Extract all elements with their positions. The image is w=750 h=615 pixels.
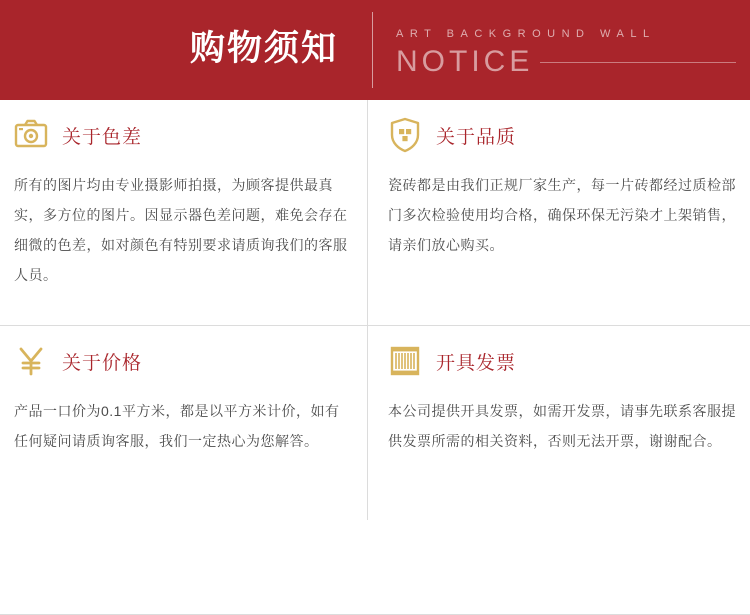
notice-card-invoice — [368, 326, 750, 456]
notice-card-text: 所有的图片均由专业摄影师拍摄，为顾客提供最真实，多方位的图片。因显示器色差问题，难免会存在细微的色差，如对颜色有特别要求请质询我们的客服人员。 — [14, 177, 348, 283]
camera-icon — [14, 116, 48, 154]
yen-price-icon — [14, 342, 48, 380]
notice-card-title: 开具发票 — [436, 352, 517, 374]
notice-card-header — [0, 326, 367, 396]
notice-card-body — [0, 396, 367, 456]
vertical-divider-icon — [372, 12, 373, 88]
header-subtitle-large: NOTICE — [396, 45, 534, 78]
notice-card-title: 关于价格 — [62, 352, 143, 374]
shield-quality-icon — [388, 116, 422, 154]
notice-card-price — [0, 326, 367, 456]
page-title: 购物须知 — [190, 29, 339, 68]
page-header — [0, 0, 750, 100]
notice-card-text: 瓷砖都是由我们正规厂家生产，每一片砖都经过质检部门多次检验使用均合格，确保环保无污染才上架销售，请亲们放心购买。 — [388, 177, 736, 253]
notice-card-body — [368, 170, 750, 260]
notice-card-header — [0, 100, 367, 170]
invoice-icon — [388, 342, 422, 380]
notice-card-text: 本公司提供开具发票，如需开发票，请事先联系客服提供发票所需的相关资料，否则无法开票，谢谢配合。 — [388, 403, 736, 449]
notice-card-body — [368, 396, 750, 456]
notice-card-header — [368, 100, 750, 170]
notice-card-header — [368, 326, 750, 396]
notice-card-body — [0, 170, 367, 290]
header-inner — [0, 0, 750, 100]
header-subtitle-en: ART BACKGROUND WALL — [396, 28, 656, 40]
notice-grid — [0, 100, 750, 568]
notice-card-title: 关于色差 — [62, 126, 143, 148]
notice-card-text: 产品一口价为0.1平方米，都是以平方米计价，如有任何疑问请质询客服，我们一定热心为您解答。 — [14, 403, 340, 449]
header-rule-divider — [540, 62, 736, 63]
notice-card-color — [0, 100, 367, 290]
notice-card-title: 关于品质 — [436, 126, 517, 148]
notice-card-quality — [368, 100, 750, 260]
